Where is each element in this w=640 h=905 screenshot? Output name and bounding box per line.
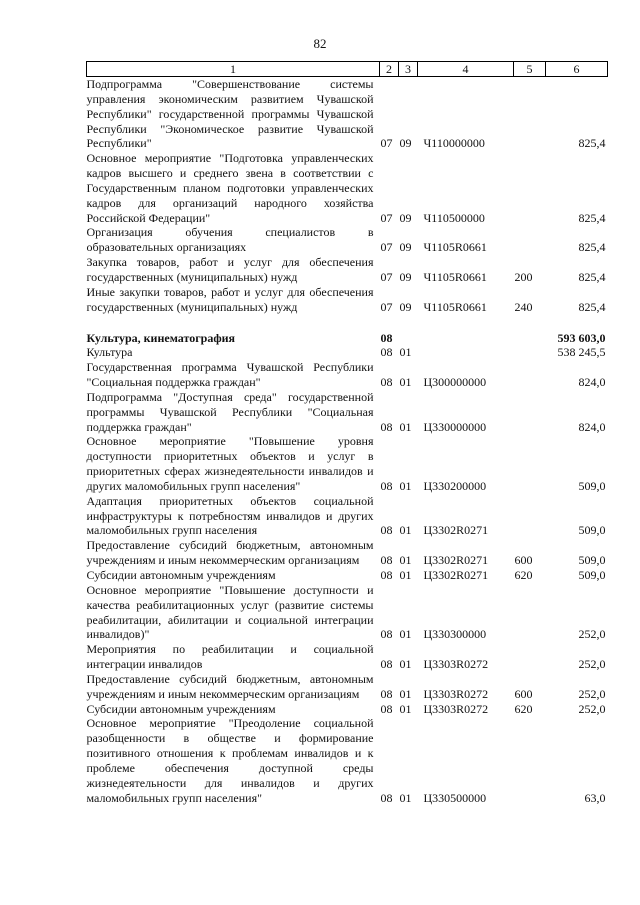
amount: 252,0 <box>578 657 606 672</box>
subsection-code: 01 <box>399 686 412 701</box>
subsection-code: 09 <box>399 240 412 255</box>
target-article-code: Ц330200000 <box>423 478 487 493</box>
subsection-code: 01 <box>399 419 412 434</box>
target-article-code: Ц3303R0272 <box>423 701 489 716</box>
table-row <box>87 538 608 568</box>
header-col-3: 3 <box>399 62 418 77</box>
section-code: 07 <box>380 240 393 255</box>
budget-table <box>86 61 608 806</box>
target-article-code: Ц3302R0271 <box>423 553 489 568</box>
subsection-code: 01 <box>399 657 412 672</box>
table-row <box>87 583 608 642</box>
expense-type-code <box>514 642 546 672</box>
amount: 824,0 <box>578 375 606 390</box>
subsection-code: 01 <box>399 701 412 716</box>
section-code: 08 <box>380 568 393 582</box>
amount: 825,4 <box>578 269 606 284</box>
table-row <box>87 642 608 672</box>
amount: 825,4 <box>578 299 606 314</box>
subsection-code: 01 <box>399 478 412 493</box>
subsection-code: 01 <box>399 553 412 568</box>
amount: 824,0 <box>578 419 606 434</box>
expense-type-code: 240 <box>514 299 533 314</box>
section-code: 08 <box>380 375 393 390</box>
item-name: Мероприятия по реабилитации и социальной интеграции инвалидов <box>86 642 374 672</box>
subsection-code: 01 <box>399 375 412 390</box>
item-name: Основное мероприятие "Подготовка управленческих кадров высшего и среднего звена в соответствии с Государственным планом подготовки управленческих кадров для организаций народного хозяйства Российской Федерации" <box>86 151 374 225</box>
section-code: 08 <box>380 419 393 434</box>
item-name: Закупка товаров, работ и услуг для обеспечения государственных (муниципальных) нужд <box>86 255 374 284</box>
expense-type-code <box>514 434 546 493</box>
section-code: 07 <box>380 269 393 284</box>
item-name: Предоставление субсидий бюджетным, автономным учреждениям и иным некоммерческим организациям <box>86 538 374 568</box>
section-code: 08 <box>380 330 393 345</box>
expense-type-code <box>514 583 546 642</box>
item-name: Субсидии автономным учреждениям <box>86 568 276 582</box>
header-col-1: 1 <box>87 62 380 77</box>
table-row <box>87 77 608 152</box>
table-row <box>87 345 608 360</box>
item-name: Иные закупки товаров, работ и услуг для обеспечения государственных (муниципальных) нужд <box>86 284 374 314</box>
table-row <box>87 716 608 805</box>
expense-type-code <box>514 345 546 360</box>
expense-type-code: 600 <box>514 686 533 701</box>
amount: 63,0 <box>584 790 606 805</box>
expense-type-code: 620 <box>514 701 533 716</box>
header-col-5: 5 <box>514 62 546 77</box>
expense-type-code <box>514 225 546 255</box>
table-row <box>87 225 608 255</box>
table-row <box>87 151 608 225</box>
expense-type-code: 200 <box>514 269 533 284</box>
header-row <box>87 62 608 77</box>
target-article-code: Ч1105R0661 <box>423 269 487 284</box>
amount: 252,0 <box>578 701 606 716</box>
target-article-code: Ц330500000 <box>423 790 487 805</box>
section-code: 08 <box>380 627 393 642</box>
spacer-cell <box>87 315 608 331</box>
target-article-code: Ч1105R0661 <box>423 299 487 314</box>
table-row <box>87 568 608 583</box>
target-article-code <box>418 331 514 346</box>
target-article-code: Ц330000000 <box>423 419 487 434</box>
section-code: 08 <box>380 686 393 701</box>
section-code: 08 <box>380 345 393 360</box>
amount: 252,0 <box>578 686 606 701</box>
item-name: Культура, кинематография <box>86 330 236 345</box>
section-code: 08 <box>380 790 393 805</box>
table-header <box>87 62 608 77</box>
expense-type-code <box>514 360 546 390</box>
subsection-code: 01 <box>399 790 412 805</box>
expense-type-code: 600 <box>514 553 533 568</box>
table-row <box>87 255 608 285</box>
expense-type-code <box>514 494 546 539</box>
amount: 509,0 <box>578 553 606 568</box>
subsection-code: 09 <box>399 210 412 225</box>
amount: 509,0 <box>578 523 606 538</box>
target-article-code: Ц3302R0271 <box>423 568 489 582</box>
item-name: Субсидии автономным учреждениям <box>86 701 276 716</box>
target-article-code: Ч110500000 <box>423 210 485 225</box>
subsection-code: 01 <box>399 523 412 538</box>
subsection-code: 01 <box>399 345 412 360</box>
expense-type-code <box>514 716 546 805</box>
amount: 252,0 <box>578 627 606 642</box>
section-code: 07 <box>380 210 393 225</box>
section-code: 07 <box>380 299 393 314</box>
target-article-code: Ч110000000 <box>423 136 485 151</box>
table-body <box>87 77 608 806</box>
expense-type-code <box>514 77 546 152</box>
subsection-code: 09 <box>399 269 412 284</box>
table-row <box>87 360 608 390</box>
section-code: 08 <box>380 553 393 568</box>
amount: 825,4 <box>578 210 606 225</box>
item-name: Подпрограмма "Доступная среда" государственной программы Чувашской Республики "Социальная поддержка граждан" <box>86 389 374 434</box>
amount: 509,0 <box>578 478 606 493</box>
target-article-code: Ц3303R0272 <box>423 686 489 701</box>
item-name: Основное мероприятие "Преодоление социальной разобщенности в обществе и формирование позитивного отношения к проблемам инвалидов и к проблеме обеспечения доступной среды жизнедеятельности для инвалидов и других маломобильных групп населения" <box>86 716 374 805</box>
target-article-code: Ц3303R0272 <box>423 657 489 672</box>
target-article-code <box>418 345 514 360</box>
table-row <box>87 331 608 346</box>
item-name: Предоставление субсидий бюджетным, автономным учреждениям и иным некоммерческим организациям <box>86 671 374 701</box>
expense-type-code <box>514 390 546 435</box>
table-row <box>87 434 608 493</box>
header-col-6: 6 <box>546 62 608 77</box>
section-code: 08 <box>380 701 393 716</box>
section-code: 08 <box>380 523 393 538</box>
subsection-code: 09 <box>399 299 412 314</box>
table-row <box>87 390 608 435</box>
target-article-code: Ч1105R0661 <box>423 240 487 255</box>
target-article-code: Ц330300000 <box>423 627 487 642</box>
page-number: 82 <box>313 36 327 51</box>
item-name: Государственная программа Чувашской Республики "Социальная поддержка граждан" <box>86 360 374 390</box>
section-code: 07 <box>380 136 393 151</box>
table-row <box>87 285 608 315</box>
subsection-code: 09 <box>399 136 412 151</box>
item-name: Основное мероприятие "Повышение уровня доступности приоритетных объектов и услуг в приоритетных сферах жизнедеятельности инвалидов и других маломобильных групп населения" <box>86 434 374 493</box>
table-row <box>87 494 608 539</box>
section-code: 08 <box>380 478 393 493</box>
header-col-4: 4 <box>418 62 514 77</box>
amount: 538 245,5 <box>557 345 606 360</box>
spacer-row <box>87 315 608 331</box>
item-name: Организация обучения специалистов в образовательных организациях <box>86 225 374 255</box>
item-name: Культура <box>86 345 133 360</box>
subsection-code: 01 <box>399 627 412 642</box>
target-article-code: Ц300000000 <box>423 375 487 390</box>
target-article-code: Ц3302R0271 <box>423 523 489 538</box>
item-name: Адаптация приоритетных объектов социальной инфраструктуры к потребностям инвалидов и других маломобильных групп населения <box>86 493 374 538</box>
table-row <box>87 672 608 702</box>
amount: 825,4 <box>578 240 606 255</box>
amount: 593 603,0 <box>557 330 606 345</box>
item-name: Подпрограмма "Совершенствование системы управления экономическим развитием Чувашской Республики" государственной программы Чувашской Республики "Экономическое развитие Чувашской Республики" <box>86 77 374 151</box>
subsection-code: 01 <box>399 568 412 582</box>
expense-type-code <box>514 151 546 225</box>
amount: 509,0 <box>578 568 606 582</box>
table-row <box>87 702 608 717</box>
expense-type-code: 620 <box>514 568 533 582</box>
section-code: 08 <box>380 657 393 672</box>
item-name: Основное мероприятие "Повышение доступности и качества реабилитационных услуг (развитие системы реабилитации, абилитации и социальной интеграции инвалидов)" <box>86 582 374 642</box>
subsection-code <box>399 331 418 346</box>
amount: 825,4 <box>578 136 606 151</box>
header-col-2: 2 <box>380 62 399 77</box>
expense-type-code <box>514 331 546 346</box>
